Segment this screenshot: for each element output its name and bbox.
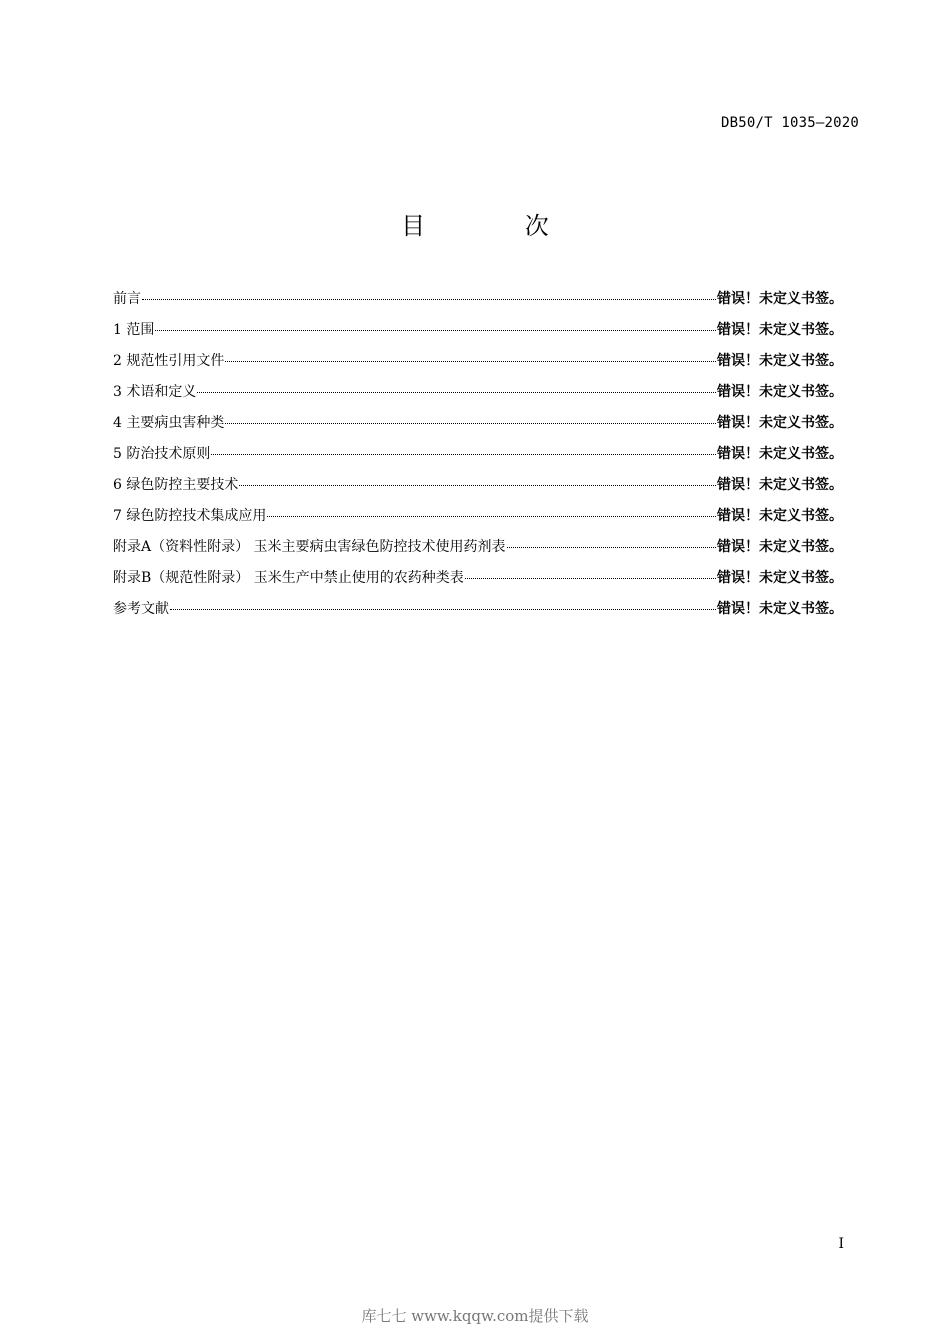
toc-entry-label: 1 范围 [113,322,155,338]
toc-leader-dots [225,345,716,362]
toc-leader-dots [170,593,716,610]
toc-entry-integrated-application[interactable] [113,503,843,534]
toc-entry-page: 错误！未定义书签。 [717,446,843,462]
toc-entry-bibliography[interactable] [113,596,843,627]
toc-entry-green-control-techniques[interactable] [113,472,843,503]
toc-leader-dots [155,314,716,331]
toc-entry-label: 6 绿色防控主要技术 [113,477,239,493]
toc-leader-dots [211,438,716,455]
toc-entry-appendix-a[interactable] [113,534,843,565]
toc-entry-appendix-b[interactable] [113,565,843,596]
toc-entry-page: 错误！未定义书签。 [717,415,843,431]
toc-entry-label: 7 绿色防控技术集成应用 [113,508,267,524]
toc-entry-label: 前言 [113,291,141,307]
toc-entry-control-principles[interactable] [113,441,843,472]
toc-list [113,286,843,627]
toc-entry-page: 错误！未定义书签。 [717,539,843,555]
toc-entry-page: 错误！未定义书签。 [717,291,843,307]
toc-entry-page: 错误！未定义书签。 [717,477,843,493]
toc-entry-label: 5 防治技术原则 [113,446,211,462]
toc-entry-page: 错误！未定义书签。 [717,384,843,400]
toc-leader-dots [142,283,716,300]
toc-entry-label: 3 术语和定义 [113,384,197,400]
toc-leader-dots [239,469,716,486]
toc-entry-normative-references[interactable] [113,348,843,379]
toc-entry-page: 错误！未定义书签。 [717,601,843,617]
page-number: I [838,1236,844,1252]
toc-entry-foreword[interactable] [113,286,843,317]
toc-entry-label: 附录A（资料性附录） 玉米主要病虫害绿色防控技术使用药剂表 [113,539,506,555]
toc-entry-label: 参考文献 [113,601,169,617]
toc-entry-terms[interactable] [113,379,843,410]
toc-entry-pest-types[interactable] [113,410,843,441]
document-code: DB50/T 1035—2020 [720,115,859,131]
toc-entry-page: 错误！未定义书签。 [717,570,843,586]
toc-leader-dots [267,500,716,517]
toc-title: 目 次 [401,212,595,240]
toc-leader-dots [507,531,716,548]
toc-entry-label: 附录B（规范性附录） 玉米生产中禁止使用的农药种类表 [113,570,464,586]
toc-entry-label: 4 主要病虫害种类 [113,415,225,431]
toc-leader-dots [197,376,716,393]
toc-leader-dots [465,562,716,579]
toc-entry-page: 错误！未定义书签。 [717,508,843,524]
toc-entry-label: 2 规范性引用文件 [113,353,225,369]
watermark: 库七七 www.kqqw.com提供下载 [361,1307,589,1325]
toc-entry-page: 错误！未定义书签。 [717,353,843,369]
toc-leader-dots [225,407,716,424]
toc-entry-scope[interactable] [113,317,843,348]
toc-entry-page: 错误！未定义书签。 [717,322,843,338]
